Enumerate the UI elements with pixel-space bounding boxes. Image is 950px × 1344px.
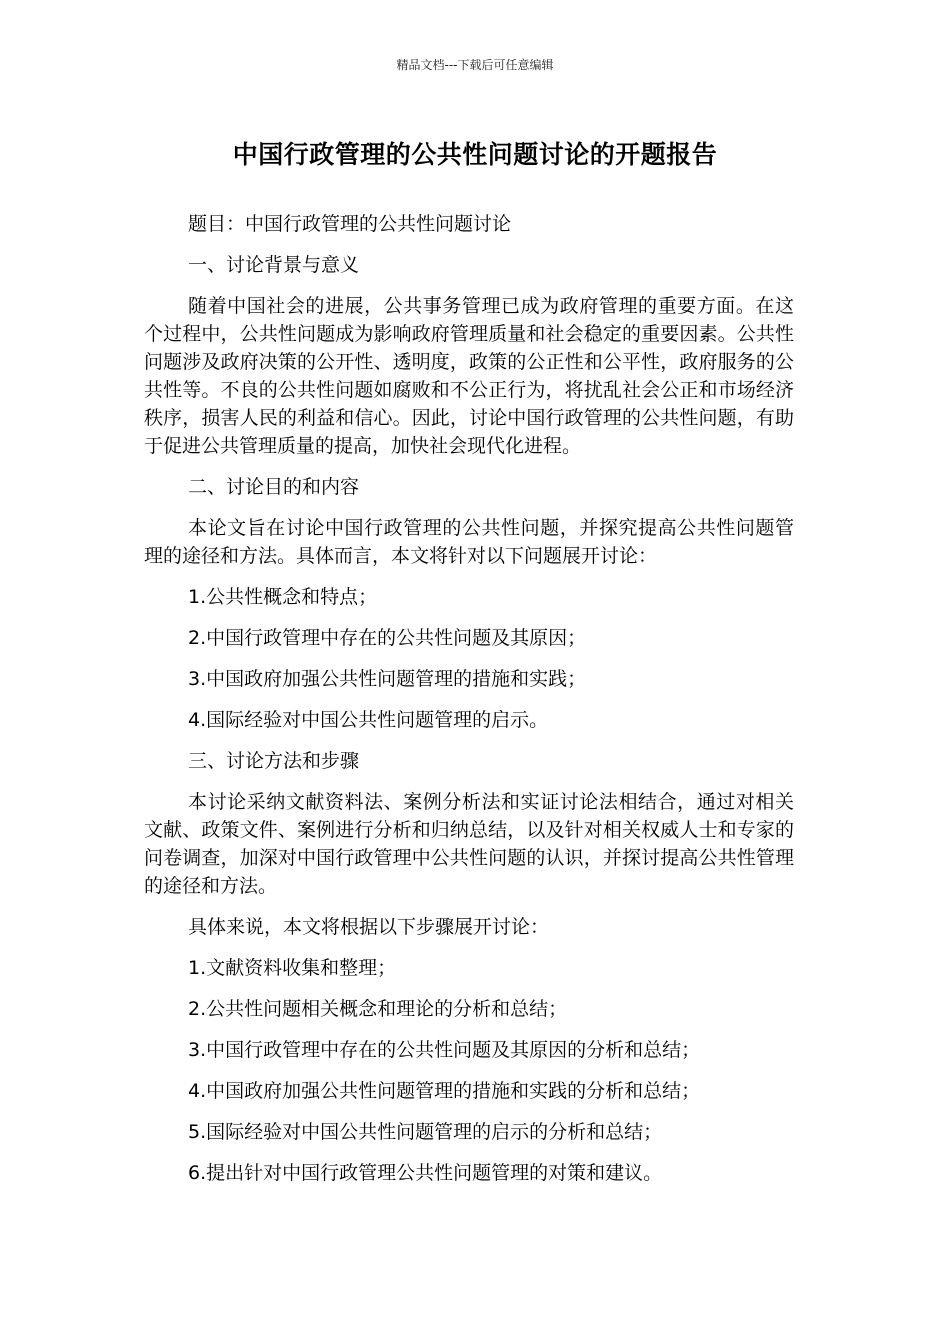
document-title: 中国行政管理的公共性问题讨论的开题报告	[232, 140, 718, 169]
list-item-purpose-2: 2.中国行政管理中存在的公共性问题及其原因；	[188, 627, 587, 649]
list-item-purpose-3: 3.中国政府加强公共性问题管理的措施和实践；	[188, 668, 587, 690]
heading-background: 一、讨论背景与意义	[188, 254, 360, 276]
list-item-purpose-1: 1.公共性概念和特点；	[188, 586, 378, 608]
list-item-step-2: 2.公共性问题相关概念和理论的分析和总结；	[188, 998, 568, 1020]
list-item-step-3: 3.中国行政管理中存在的公共性问题及其原因的分析和总结；	[188, 1039, 701, 1061]
paragraph-method: 本讨论采纳文献资料法、案例分析法和实证讨论法相结合，通过对相关文献、政策文件、案例进行分析和归纳总结，以及针对相关权威人士和专家的问卷调查，加深对中国行政管理中公共性问题的认识，并探讨提高公共性管理的途径和方法。	[144, 791, 794, 897]
list-item-step-5: 5.国际经验对中国公共性问题管理的启示的分析和总结；	[188, 1121, 663, 1143]
list-item-purpose-4: 4.国际经验对中国公共性问题管理的启示。	[188, 709, 549, 731]
list-item-step-6: 6.提出针对中国行政管理公共性问题管理的对策和建议。	[188, 1162, 663, 1184]
header-note: 精品文档---下载后可任意编辑	[396, 58, 554, 72]
heading-purpose: 二、讨论目的和内容	[188, 476, 360, 498]
document-body	[144, 210, 794, 1200]
heading-method: 三、讨论方法和步骤	[188, 750, 360, 772]
paragraph-steps-intro: 具体来说，本文将根据以下步骤展开讨论：	[188, 916, 550, 938]
paragraph-purpose: 本论文旨在讨论中国行政管理的公共性问题，并探究提高公共性问题管理的途径和方法。具体而言，本文将针对以下问题展开讨论：	[144, 517, 794, 567]
list-item-step-4: 4.中国政府加强公共性问题管理的措施和实践的分析和总结；	[188, 1080, 701, 1102]
paragraph-background: 随着中国社会的进展，公共事务管理已成为政府管理的重要方面。在这个过程中，公共性问题成为影响政府管理质量和社会稳定的重要因素。公共性问题涉及政府决策的公开性、透明度，政策的公正性和公平性，政府服务的公共性等。不良的公共性问题如腐败和不公正行为，将扰乱社会公正和市场经济秩序，损害人民的利益和信心。因此，讨论中国行政管理的公共性问题，有助于促进公共管理质量的提高，加快社会现代化进程。	[144, 295, 794, 457]
paragraph-topic: 题目：中国行政管理的公共性问题讨论	[188, 213, 512, 235]
list-item-step-1: 1.文献资料收集和整理；	[188, 957, 397, 979]
